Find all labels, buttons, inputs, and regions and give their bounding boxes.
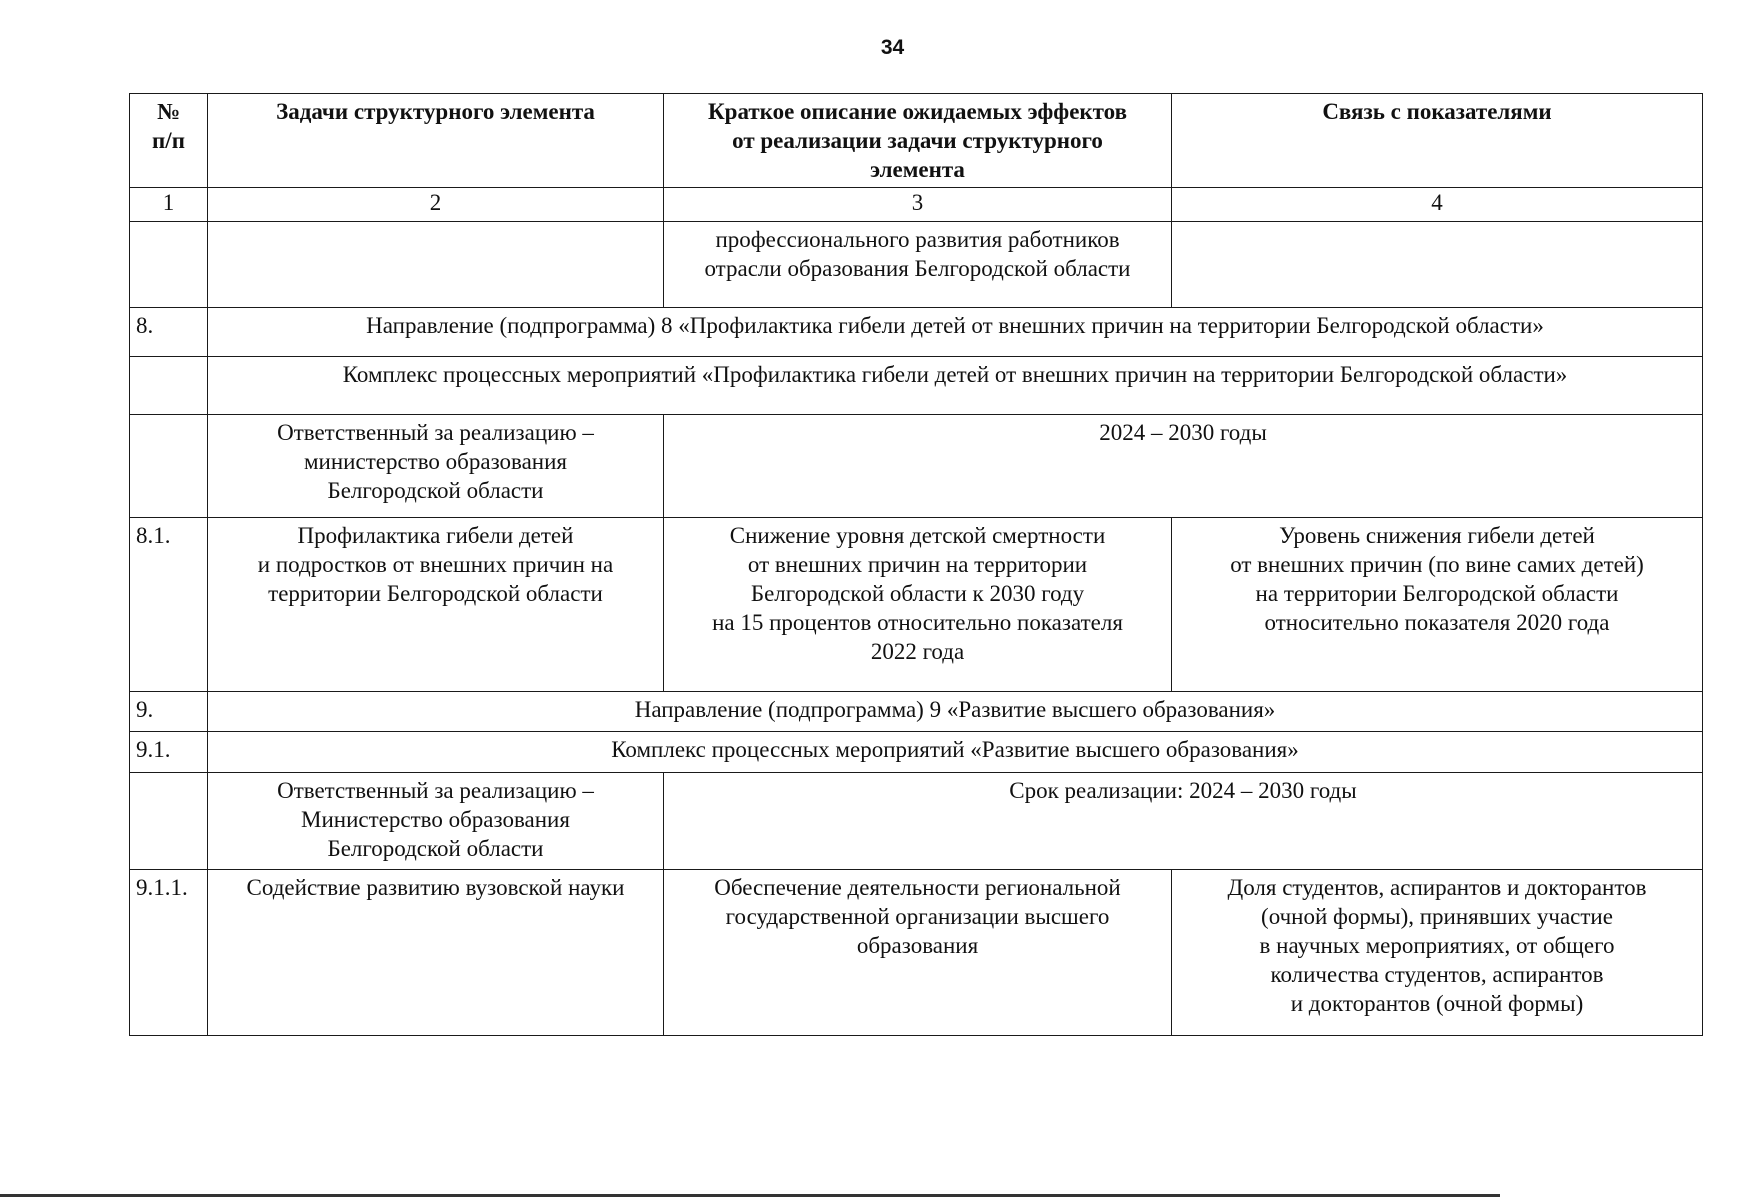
column-number-row [130, 188, 1703, 222]
section-9-row [130, 692, 1703, 732]
section-9-period: Срок реализации: 2024 – 2030 годы [664, 773, 1703, 870]
section-8-complex: Комплекс процессных мероприятий «Профилактика гибели детей от внешних причин на территории Белгородской области» [208, 357, 1703, 415]
section-9-complex-number: 9.1. [130, 732, 208, 773]
section-8-complex-row [130, 357, 1703, 415]
section-9-complex-row [130, 732, 1703, 773]
section-9-responsible-row [130, 773, 1703, 870]
header-row [130, 94, 1703, 188]
empty-cell [208, 222, 664, 308]
task-8-1-indicator: Уровень снижения гибели детей от внешних причин (по вине самих детей) на территории Белгородской области относительно показателя 2020 года [1172, 518, 1703, 692]
empty-cell [130, 415, 208, 518]
header-effects: Краткое описание ожидаемых эффектов от реализации задачи структурного элемента [664, 94, 1172, 188]
page-number: 34 [880, 36, 905, 59]
section-9-complex: Комплекс процессных мероприятий «Развитие высшего образования» [208, 732, 1703, 773]
section-8-period: 2024 – 2030 годы [664, 415, 1703, 518]
section-8-responsible: Ответственный за реализацию – министерство образования Белгородской области [208, 415, 664, 518]
section-9-number: 9. [130, 692, 208, 732]
task-9-1-1-task: Содействие развитию вузовской науки [208, 870, 664, 1036]
column-number: 2 [208, 188, 664, 222]
task-8-1-effect: Снижение уровня детской смертности от внешних причин на территории Белгородской области к 2030 году на 15 процентов относительно показателя 2022 года [664, 518, 1172, 692]
continuation-row [130, 222, 1703, 308]
task-8-1-row [130, 518, 1703, 692]
column-number: 1 [130, 188, 208, 222]
column-number: 3 [664, 188, 1172, 222]
header-number: № п/п [130, 94, 208, 188]
page-bottom-rule [0, 1194, 1500, 1197]
section-8-number: 8. [130, 308, 208, 357]
header-tasks: Задачи структурного элемента [208, 94, 664, 188]
section-9-title: Направление (подпрограмма) 9 «Развитие высшего образования» [208, 692, 1703, 732]
section-8-row [130, 308, 1703, 357]
task-9-1-1-indicator: Доля студентов, аспирантов и докторантов (очной формы), принявших участие в научных мероприятиях, от общего количества студентов, аспирантов и докторантов (очной формы) [1172, 870, 1703, 1036]
empty-cell [1172, 222, 1703, 308]
task-9-1-1-effect: Обеспечение деятельности региональной государственной организации высшего образования [664, 870, 1172, 1036]
empty-cell [130, 222, 208, 308]
task-9-1-1-number: 9.1.1. [130, 870, 208, 1036]
header-indicators: Связь с показателями [1172, 94, 1703, 188]
task-9-1-1-row [130, 870, 1703, 1036]
section-9-responsible: Ответственный за реализацию – Министерство образования Белгородской области [208, 773, 664, 870]
task-8-1-number: 8.1. [130, 518, 208, 692]
task-8-1-task: Профилактика гибели детей и подростков от внешних причин на территории Белгородской области [208, 518, 664, 692]
column-number: 4 [1172, 188, 1703, 222]
empty-cell [130, 357, 208, 415]
empty-cell [130, 773, 208, 870]
continuation-text: профессионального развития работников отрасли образования Белгородской области [664, 222, 1172, 308]
section-8-title: Направление (подпрограмма) 8 «Профилактика гибели детей от внешних причин на территории Белгородской области» [208, 308, 1703, 357]
section-8-responsible-row [130, 415, 1703, 518]
program-table [129, 93, 1703, 1036]
